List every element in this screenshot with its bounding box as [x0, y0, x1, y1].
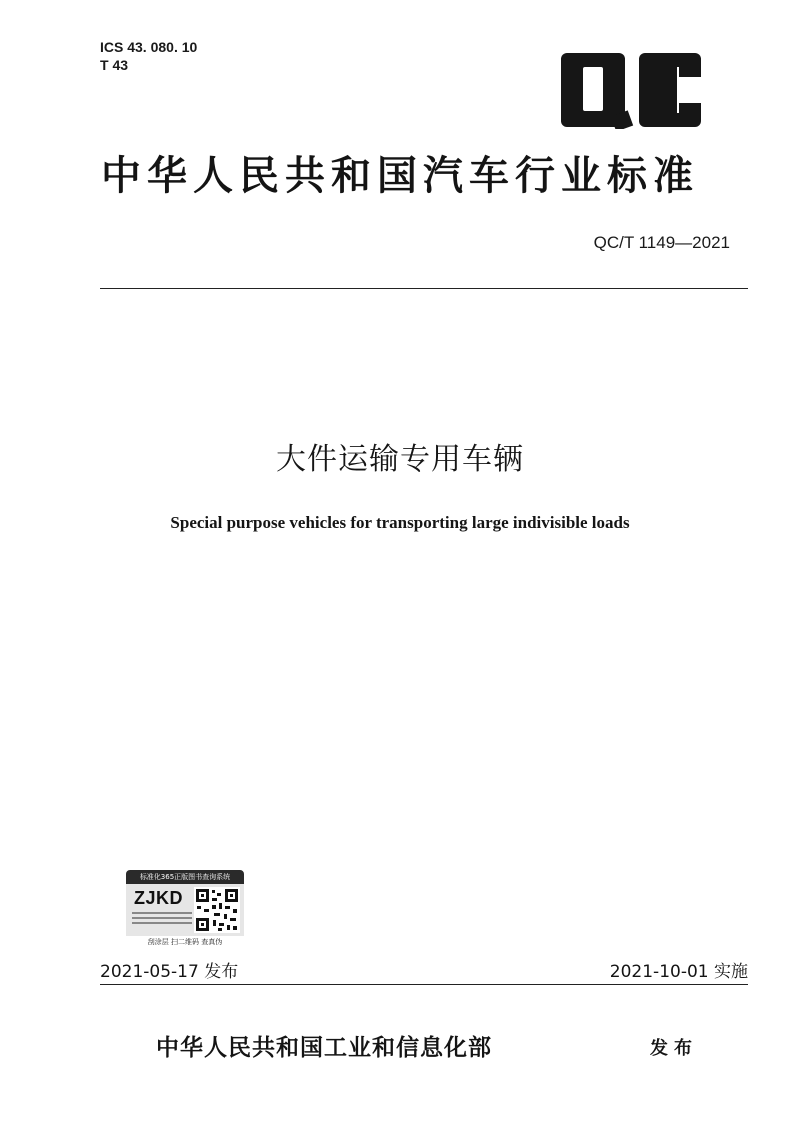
ics-code: ICS 43. 080. 10 — [100, 39, 198, 55]
sticker-band-text: 标准化365正版图书查询系统 — [126, 870, 244, 884]
qr-code-icon — [194, 887, 240, 933]
sticker-caption: 刮涂层 扫二维码 查真伪 — [147, 938, 223, 946]
issue-date: 2021-05-17 发布 — [100, 962, 239, 982]
sticker-fine-print — [132, 912, 192, 930]
header-divider — [100, 288, 748, 289]
classification-codes — [100, 38, 197, 74]
sticker-brand: ZJKD — [134, 888, 184, 908]
title-english: Special purpose vehicles for transporting large indivisible loads — [170, 513, 630, 532]
anti-counterfeit-sticker — [126, 870, 244, 948]
standard-number: QC/T 1149—2021 — [593, 233, 730, 252]
implementation-date: 2021-10-01 实施 — [609, 962, 748, 982]
qc-logo — [561, 53, 701, 129]
standard-category: 中华人民共和国汽车行业标准 — [101, 152, 699, 199]
issue-action: 发布 — [650, 1038, 698, 1059]
ccs-code: T 43 — [100, 57, 129, 73]
title-chinese: 大件运输专用车辆 — [276, 442, 524, 477]
date-divider — [100, 984, 748, 985]
issuing-authority: 中华人民共和国工业和信息化部 — [156, 1034, 492, 1061]
